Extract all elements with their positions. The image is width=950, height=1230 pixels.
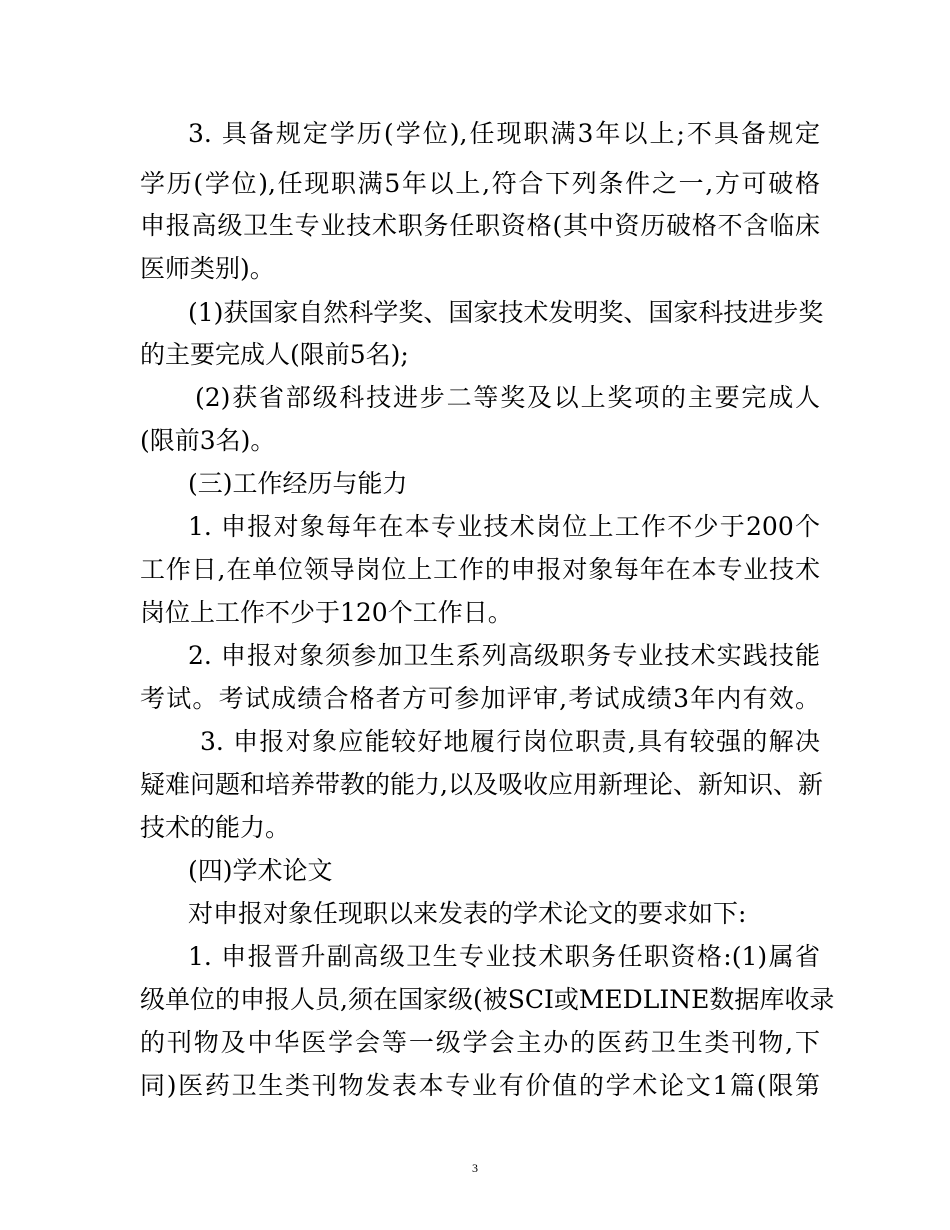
paragraph-line: 3. 具备规定学历(学位),任现职满3年以上;不具备规定 <box>188 119 820 148</box>
paragraph-line: 工作日,在单位领导岗位上工作的申报对象每年在本专业技术 <box>140 555 820 584</box>
paragraph-line: (1)获国家自然科学奖、国家技术发明奖、国家科技进步奖 <box>188 298 824 327</box>
section-heading: (四)学术论文 <box>188 856 333 885</box>
page-number: 3 <box>472 1161 478 1175</box>
paragraph-line: 医师类别)。 <box>140 254 275 283</box>
paragraph-line: 技术的能力。 <box>140 813 291 842</box>
paragraph-line: (限前3名)。 <box>140 426 276 455</box>
paragraph-line: 学历(学位),任现职满5年以上,符合下列条件之一,方可破格 <box>140 169 820 198</box>
paragraph-line: 岗位上工作不少于120个工作日。 <box>140 598 513 627</box>
paragraph-line: 3. 申报对象应能较好地履行岗位职责,具有较强的解决 <box>200 727 820 756</box>
paragraph-line: 对申报对象任现职以来发表的学术论文的要求如下: <box>188 899 747 928</box>
paragraph-line: 申报高级卫生专业技术职务任职资格(其中资历破格不含临床 <box>140 211 820 240</box>
paragraph-line: 疑难问题和培养带教的能力,以及吸收应用新理论、新知识、新 <box>140 770 823 799</box>
paragraph-line: 的刊物及中华医学会等一级学会主办的医药卫生类刊物,下 <box>140 1028 820 1057</box>
paragraph-line: 1. 申报晋升副高级卫生专业技术职务任职资格:(1)属省 <box>188 942 820 971</box>
paragraph-line: 的主要完成人(限前5名); <box>140 340 409 369</box>
paragraph-line: 考试。考试成绩合格者方可参加评审,考试成绩3年内有效。 <box>140 684 820 713</box>
section-heading: (三)工作经历与能力 <box>188 469 408 498</box>
paragraph-line: 2. 申报对象须参加卫生系列高级职务专业技术实践技能 <box>188 641 820 670</box>
paragraph-line: 1. 申报对象每年在本专业技术岗位上工作不少于200个 <box>188 512 820 541</box>
paragraph-line: 级单位的申报人员,须在国家级(被SCI或MEDLINE数据库收录 <box>140 985 835 1014</box>
paragraph-line: (2)获省部级科技进步二等奖及以上奖项的主要完成人 <box>195 383 820 412</box>
paragraph-line: 同)医药卫生类刊物发表本专业有价值的学术论文1篇(限第 <box>140 1071 820 1100</box>
